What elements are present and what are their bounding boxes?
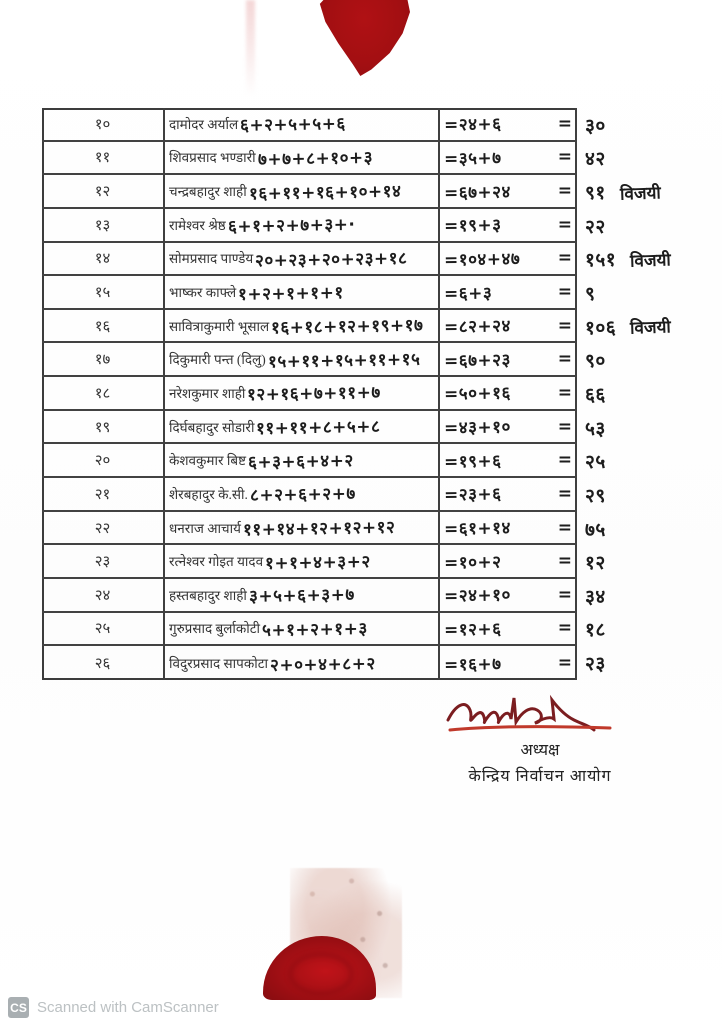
equals-sign: = — [557, 618, 572, 639]
vote-calculation-handwriting: ६+१+२+७+३+· — [227, 215, 356, 238]
total-cell — [577, 444, 714, 478]
candidate-name: केशवकुमार बिष्ट — [169, 453, 246, 469]
signature-block — [420, 686, 660, 786]
vote-calculation-handwriting: ११+११+८+५+८ — [256, 416, 382, 440]
serial-number: १२ — [94, 184, 111, 201]
candidate-cell — [165, 310, 440, 344]
serial-number: १८ — [94, 385, 111, 402]
total-cell — [577, 478, 714, 512]
serial-number: २४ — [94, 587, 111, 604]
serial-number-cell — [42, 545, 165, 579]
total-handwriting: ५३ — [584, 417, 606, 440]
table-row — [42, 377, 714, 411]
serial-number-cell — [42, 646, 165, 680]
total-cell — [577, 613, 714, 647]
candidate-name: हस्तबहादुर शाही — [169, 587, 247, 603]
serial-number-cell — [42, 142, 165, 176]
vote-calculation-handwriting: १६+११+१६+१०+१४ — [248, 181, 402, 204]
total-cell — [577, 545, 714, 579]
total-cell — [577, 579, 714, 613]
subtotal-handwriting: =१६+७ — [443, 654, 502, 676]
candidate-cell — [165, 209, 440, 243]
camscanner-logo-icon: CS — [8, 997, 29, 1018]
pink-streak-artifact — [246, 0, 255, 96]
candidate-cell — [165, 276, 440, 310]
total-cell — [577, 646, 714, 680]
serial-number-cell — [42, 209, 165, 243]
total-handwriting: २५ — [584, 451, 606, 474]
subtotal-handwriting: =२४+१० — [443, 585, 512, 607]
candidate-name: धनराज आचार्य — [169, 520, 241, 536]
vote-calculation-handwriting: ६+३+६+४+२ — [247, 450, 354, 473]
candidate-name: दिर्घबहादुर सोडारी — [169, 419, 255, 435]
equals-sign: = — [557, 248, 572, 269]
candidate-name: सोमप्रसाद पाण्डेय — [169, 251, 254, 267]
subtotal-handwriting: =२४+६ — [443, 114, 502, 136]
candidate-cell — [165, 478, 440, 512]
vote-calculation-handwriting: २०+२३+२०+२३+१८ — [255, 248, 408, 272]
table-row — [42, 108, 714, 142]
serial-number-cell — [42, 310, 165, 344]
subtotal-handwriting: =८२+२४ — [443, 316, 512, 338]
vote-calculation-handwriting: ११+१४+१२+१२+१२ — [242, 517, 396, 541]
subtotal-cell — [440, 646, 577, 680]
vote-calculation-handwriting: ८+२+६+२+७ — [249, 484, 356, 507]
serial-number: २६ — [94, 656, 111, 673]
total-cell — [577, 512, 714, 546]
candidate-cell — [165, 411, 440, 445]
serial-number-cell — [42, 411, 165, 445]
candidate-name: चन्द्रबहादुर शाही — [169, 184, 247, 200]
signature — [442, 686, 627, 742]
total-handwriting: ९ — [584, 282, 596, 306]
equals-sign: = — [557, 653, 572, 674]
candidate-name: दिकुमारी पन्त (दिलु) — [169, 352, 266, 368]
camscanner-watermark — [8, 997, 219, 1018]
candidate-cell — [165, 579, 440, 613]
candidate-name: शेरबहादुर के.सी. — [169, 486, 248, 502]
vote-calculation-handwriting: १५+११+१५+११+१५ — [267, 349, 421, 373]
vote-calculation-handwriting: ६+२+५+५+६ — [239, 114, 346, 137]
equals-sign: = — [557, 214, 572, 235]
vote-calculation-handwriting: २+०+४+८+२ — [269, 653, 376, 676]
serial-number: १३ — [94, 217, 111, 234]
total-cell — [577, 175, 714, 209]
equals-sign: = — [557, 181, 572, 202]
subtotal-handwriting: =१९+६ — [443, 451, 502, 473]
total-cell — [577, 377, 714, 411]
subtotal-handwriting: =१२+६ — [443, 619, 502, 641]
subtotal-handwriting: =१०+२ — [443, 552, 502, 574]
table-row — [42, 243, 714, 277]
subtotal-cell — [440, 108, 577, 142]
candidate-name: रामेश्वर श्रेष्ठ — [169, 217, 226, 233]
candidate-name: रत्नेश्वर गोइत यादव — [169, 554, 264, 570]
serial-number-cell — [42, 512, 165, 546]
total-cell — [577, 108, 714, 142]
candidate-cell — [165, 646, 440, 680]
subtotal-cell — [440, 411, 577, 445]
subtotal-handwriting: =६७+२३ — [443, 350, 512, 372]
total-handwriting: १५१ — [584, 249, 617, 272]
subtotal-cell — [440, 142, 577, 176]
ink-blot-ring — [288, 952, 354, 996]
table-row — [42, 411, 714, 445]
vote-calculation-handwriting: १६+१८+१२+१९+१७ — [271, 315, 424, 339]
serial-number-cell — [42, 108, 165, 142]
candidate-cell — [165, 243, 440, 277]
total-cell — [577, 310, 714, 344]
winner-label: विजयी — [619, 182, 661, 205]
table-row — [42, 310, 714, 344]
subtotal-cell — [440, 545, 577, 579]
serial-number: १४ — [94, 251, 111, 268]
total-cell — [577, 276, 714, 310]
subtotal-cell — [440, 209, 577, 243]
candidate-name: नरेशकुमार शाही — [169, 385, 246, 401]
subtotal-cell — [440, 478, 577, 512]
serial-number: ११ — [94, 150, 111, 167]
winner-label: विजयी — [629, 250, 672, 272]
winner-label: विजयी — [629, 317, 672, 339]
serial-number-cell — [42, 276, 165, 310]
candidate-cell — [165, 444, 440, 478]
total-handwriting: २९ — [584, 484, 606, 508]
table-row — [42, 142, 714, 176]
equals-sign: = — [557, 551, 572, 572]
red-ink-blot-top — [318, 0, 410, 76]
subtotal-handwriting: =१०४+४७ — [443, 249, 521, 271]
table-rows — [42, 108, 714, 680]
serial-number-cell — [42, 175, 165, 209]
total-handwriting: ९० — [584, 350, 606, 373]
table-row — [42, 209, 714, 243]
serial-number-cell — [42, 243, 165, 277]
candidate-name: भाष्कर काफ्ले — [169, 285, 237, 301]
table-row — [42, 545, 714, 579]
serial-number: २० — [94, 453, 111, 470]
candidate-cell — [165, 512, 440, 546]
candidate-cell — [165, 343, 440, 377]
subtotal-handwriting: =६+३ — [443, 283, 493, 304]
total-handwriting: ७५ — [584, 518, 606, 541]
total-cell — [577, 411, 714, 445]
camscanner-watermark-text: Scanned with CamScanner — [37, 999, 219, 1016]
candidate-cell — [165, 545, 440, 579]
serial-number-cell — [42, 343, 165, 377]
subtotal-cell — [440, 276, 577, 310]
total-handwriting: ९१ — [584, 181, 606, 205]
subtotal-cell — [440, 444, 577, 478]
candidate-name: विदुरप्रसाद सापकोटा — [169, 656, 268, 672]
subtotal-handwriting: =३५+७ — [443, 148, 502, 170]
vote-calculation-handwriting: १२+१६+७+११+७ — [247, 383, 382, 406]
candidate-name: सावित्राकुमारी भूसाल — [169, 318, 270, 334]
subtotal-cell — [440, 310, 577, 344]
serial-number: १५ — [94, 285, 111, 302]
total-cell — [577, 142, 714, 176]
serial-number-cell — [42, 377, 165, 411]
signatory-organization: केन्द्रिय निर्वाचन आयोग — [468, 768, 612, 785]
candidate-name: गुरुप्रसाद बुर्लाकोटी — [169, 621, 261, 637]
equals-sign: = — [557, 483, 572, 504]
total-handwriting: ३० — [584, 114, 606, 137]
subtotal-cell — [440, 343, 577, 377]
candidate-name: शिवप्रसाद भण्डारी — [169, 150, 256, 166]
vote-calculation-handwriting: १+२+१+१+१ — [238, 282, 345, 305]
total-handwriting: ३४ — [584, 585, 606, 608]
equals-sign: = — [557, 584, 572, 605]
table-row — [42, 175, 714, 209]
subtotal-cell — [440, 377, 577, 411]
serial-number: १९ — [94, 419, 111, 436]
subtotal-handwriting: =२३+६ — [443, 484, 502, 506]
signatory-role: अध्यक्ष — [520, 742, 560, 759]
total-handwriting: ६६ — [584, 383, 606, 407]
serial-number: २५ — [94, 621, 111, 638]
subtotal-cell — [440, 579, 577, 613]
vote-calculation-handwriting: १+१+४+३+२ — [264, 551, 371, 574]
total-handwriting: १८ — [584, 619, 606, 642]
subtotal-handwriting: =६७+२४ — [443, 182, 512, 204]
subtotal-handwriting: =६१+१४ — [443, 518, 512, 540]
equals-sign: = — [557, 517, 572, 538]
table-row — [42, 646, 714, 680]
serial-number-cell — [42, 444, 165, 478]
total-handwriting: १२ — [584, 551, 606, 575]
equals-sign: = — [557, 113, 572, 134]
candidate-name: दामोदर अर्याल — [169, 116, 239, 132]
total-handwriting: २३ — [584, 652, 606, 676]
table-row — [42, 613, 714, 647]
total-handwriting: १०६ — [584, 316, 617, 339]
total-handwriting: २२ — [584, 215, 606, 238]
total-cell — [577, 243, 714, 277]
table-row — [42, 276, 714, 310]
table-row — [42, 444, 714, 478]
vote-calculation-handwriting: ३+५+६+३+७ — [248, 585, 355, 608]
table-row — [42, 512, 714, 546]
serial-number-cell — [42, 478, 165, 512]
serial-number-cell — [42, 579, 165, 613]
equals-sign: = — [557, 382, 572, 403]
serial-number: २१ — [94, 486, 111, 503]
serial-number: १० — [94, 116, 111, 133]
subtotal-handwriting: =५०+१६ — [443, 383, 512, 406]
total-cell — [577, 209, 714, 243]
subtotal-cell — [440, 243, 577, 277]
serial-number: १६ — [94, 318, 111, 335]
equals-sign: = — [557, 450, 572, 471]
total-handwriting: ४२ — [584, 148, 606, 171]
table-row — [42, 579, 714, 613]
table-row — [42, 478, 714, 512]
candidate-cell — [165, 175, 440, 209]
total-cell — [577, 343, 714, 377]
candidate-cell — [165, 108, 440, 142]
candidate-cell — [165, 142, 440, 176]
candidate-cell — [165, 377, 440, 411]
equals-sign: = — [557, 416, 572, 437]
subtotal-cell — [440, 512, 577, 546]
serial-number: २३ — [94, 554, 111, 571]
serial-number-cell — [42, 613, 165, 647]
table-row — [42, 343, 714, 377]
equals-sign: = — [557, 282, 572, 303]
serial-number: १७ — [94, 352, 111, 369]
candidate-cell — [165, 613, 440, 647]
serial-number: २२ — [94, 520, 111, 537]
equals-sign: = — [557, 349, 572, 370]
subtotal-handwriting: =१९+३ — [443, 215, 502, 237]
vote-calculation-handwriting: ७+७+८+१०+३ — [257, 147, 373, 170]
subtotal-cell — [440, 175, 577, 209]
vote-calculation-handwriting: ५+१+२+१+३ — [261, 619, 368, 641]
equals-sign: = — [557, 147, 572, 168]
subtotal-handwriting: =४३+१० — [443, 417, 512, 439]
equals-sign: = — [557, 315, 572, 336]
subtotal-cell — [440, 613, 577, 647]
